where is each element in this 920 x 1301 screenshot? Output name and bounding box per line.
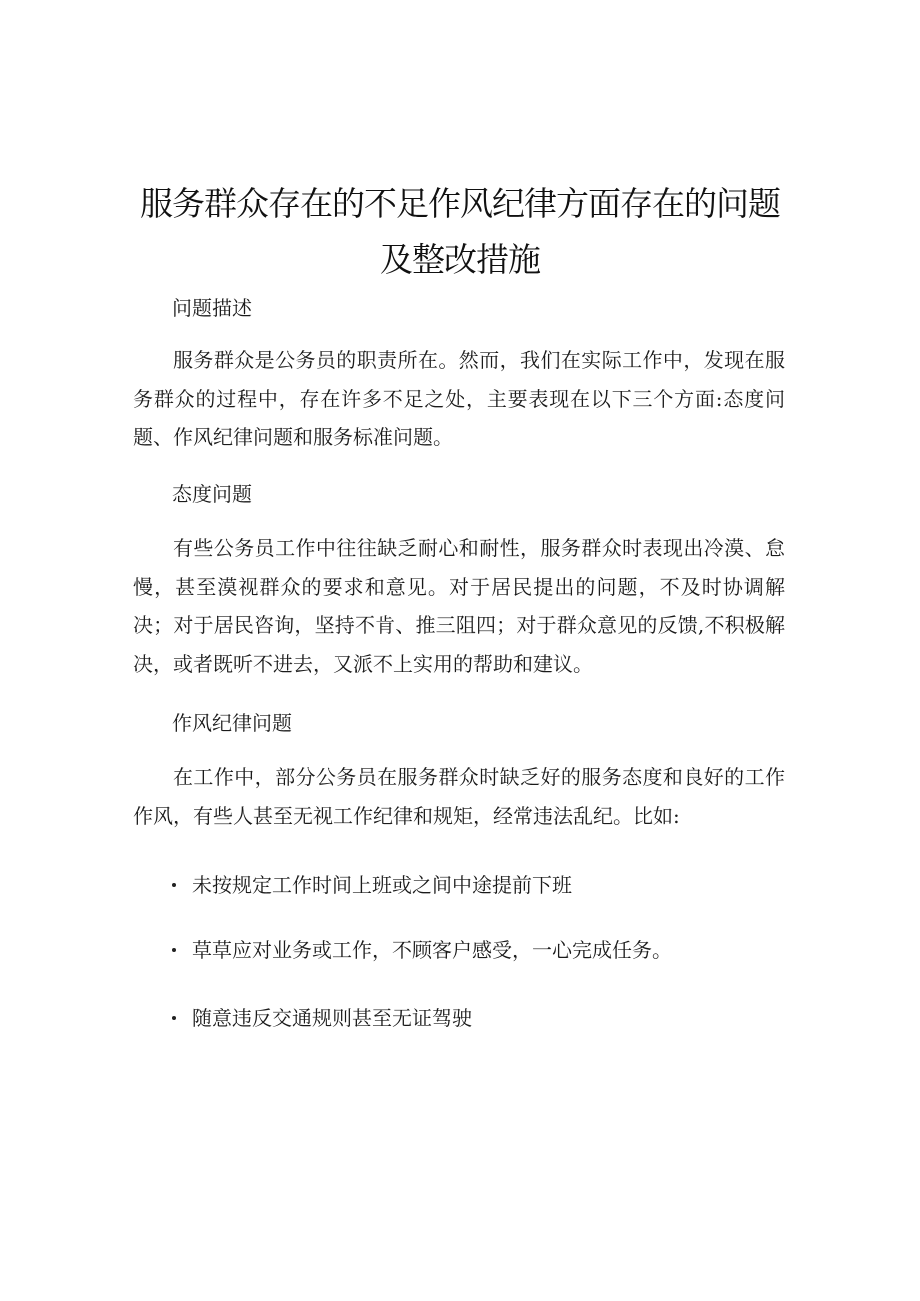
bullet-item-text: 未按规定工作时间上班或之间中途提前下班 bbox=[192, 873, 572, 897]
section-paragraph-problem-description: 服务群众是公务员的职责所在。然而，我们在实际工作中，发现在服务群众的过程中，存在许多不足之处，主要表现在以下三个方面:态度问题、作风纪律问题和服务标准问题。 bbox=[133, 348, 785, 449]
section-heading-work-style: 作风纪律问题 bbox=[172, 711, 292, 735]
bullet-dot-icon bbox=[172, 948, 176, 952]
document-title-line-2: 及整改措施 bbox=[380, 240, 540, 279]
section-paragraph-attitude: 有些公务员工作中往往缺乏耐心和耐性，服务群众时表现出冷漠、怠慢，甚至漠视群众的要求和意见。对于居民提出的问题，不及时协调解决；对于居民咨询，坚持不肯、推三阻四；对于群众意见的反馈,不积极解决，或者既听不进去，又派不上实用的帮助和建议。 bbox=[133, 536, 785, 676]
bullet-item bbox=[172, 1004, 472, 1032]
bullet-dot-icon bbox=[172, 1016, 176, 1020]
section-heading-attitude: 态度问题 bbox=[172, 482, 252, 506]
section-heading-problem-description: 问题描述 bbox=[172, 296, 252, 320]
bullet-item bbox=[172, 871, 572, 899]
bullet-item bbox=[172, 936, 672, 964]
bullet-dot-icon bbox=[172, 883, 176, 887]
section-paragraph-work-style: 在工作中，部分公务员在服务群众时缺乏好的服务态度和良好的工作作风，有些人甚至无视工作纪律和规矩，经常违法乱纪。比如: bbox=[133, 765, 785, 828]
bullet-item-text: 随意违反交通规则甚至无证驾驶 bbox=[192, 1006, 472, 1030]
bullet-item-text: 草草应对业务或工作，不顾客户感受，一心完成任务。 bbox=[192, 938, 672, 962]
document-title-line-1: 服务群众存在的不足作风纪律方面存在的问题 bbox=[140, 184, 780, 223]
